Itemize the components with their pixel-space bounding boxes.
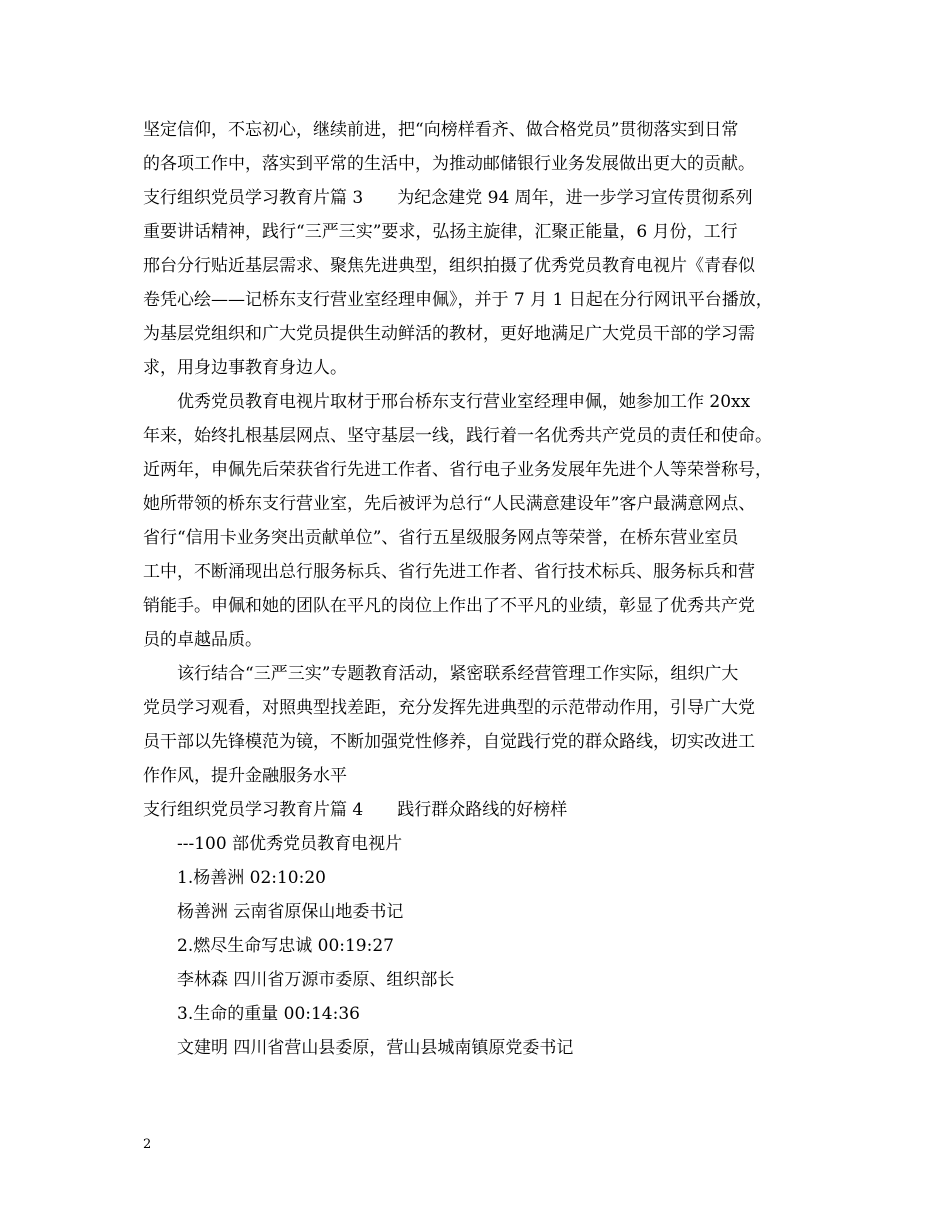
text-line-14: 工中，不断涌现出总行服务标兵、省行先进工作者、省行技术标兵、服务标兵和营 [143, 562, 755, 582]
list-item-2-person: 李林森 四川省万源市委原、组织部长 [177, 970, 455, 990]
list-item-3-title: 3.生命的重量 00:14:36 [177, 1004, 360, 1024]
list-subtitle: ---100 部优秀党员教育电视片 [177, 834, 403, 854]
text-line-20: 作作风，提升金融服务水平 [143, 766, 347, 786]
text-line-13: 省行“信用卡业务突出贡献单位”、省行五星级服务网点等荣誉，在桥东营业室员 [143, 528, 739, 548]
paragraph-start-1: 优秀党员教育电视片取材于邢台桥东支行营业室经理申佩，她参加工作 20xx [177, 392, 751, 412]
text-line-7: 为基层党组织和广大党员提供生动鲜活的教材，更好地满足广大党员干部的学习需 [143, 324, 755, 344]
paragraph-start-2: 该行结合“三严三实”专题教育活动，紧密联系经营管理工作实际，组织广大 [177, 664, 739, 684]
section-heading-4: 支行组织党员学习教育片篇 4 践行群众路线的好榜样 [143, 800, 568, 820]
list-item-1-title: 1.杨善洲 02:10:20 [177, 868, 326, 888]
text-line-15: 销能手。申佩和她的团队在平凡的岗位上作出了不平凡的业绩，彰显了优秀共产党 [143, 596, 755, 616]
text-line-10: 年来，始终扎根基层网点、坚守基层一线，践行着一名优秀共产党员的责任和使命。 [143, 426, 772, 446]
document-body [143, 113, 823, 1065]
text-line-2: 的各项工作中，落实到平常的生活中，为推动邮储银行业务发展做出更大的贡献。 [143, 154, 755, 174]
text-line-18: 党员学习观看，对照典型找差距，充分发挥先进典型的示范带动作用，引导广大党 [143, 698, 755, 718]
text-line-5: 邢台分行贴近基层需求、聚焦先进典型，组织拍摄了优秀党员教育电视片《青春似 [143, 256, 755, 276]
list-item-2-title: 2.燃尽生命写忠诚 00:19:27 [177, 936, 394, 956]
text-line-16: 员的卓越品质。 [143, 630, 262, 650]
text-line-8: 求，用身边事教育身边人。 [143, 358, 347, 378]
text-line-12: 她所带领的桥东支行营业室，先后被评为总行“人民满意建设年”客户最满意网点、 [143, 494, 756, 514]
list-item-1-person: 杨善洲 云南省原保山地委书记 [177, 902, 404, 922]
text-line-11: 近两年，申佩先后荣获省行先进工作者、省行电子业务发展年先进个人等荣誉称号， [143, 460, 772, 480]
text-line-6: 卷凭心绘——记桥东支行营业室经理申佩》，并于 7 月 1 日起在分行网讯平台播放， [143, 290, 773, 310]
text-line-19: 员干部以先锋模范为镜，不断加强党性修养，自觉践行党的群众路线，切实改进工 [143, 732, 755, 752]
section-heading-3: 支行组织党员学习教育片篇 3 为纪念建党 94 周年，进一步学习宣传贯彻系列 [143, 188, 753, 208]
text-line-4: 重要讲话精神，践行“三严三实”要求，弘扬主旋律，汇聚正能量，6 月份，工行 [143, 222, 738, 242]
list-item-3-person: 文建明 四川省营山县委原，营山县城南镇原党委书记 [177, 1038, 574, 1058]
page-number: 2 [143, 1137, 152, 1152]
text-line-1: 坚定信仰，不忘初心，继续前进，把“向榜样看齐、做合格党员”贯彻落实到日常 [143, 120, 739, 140]
